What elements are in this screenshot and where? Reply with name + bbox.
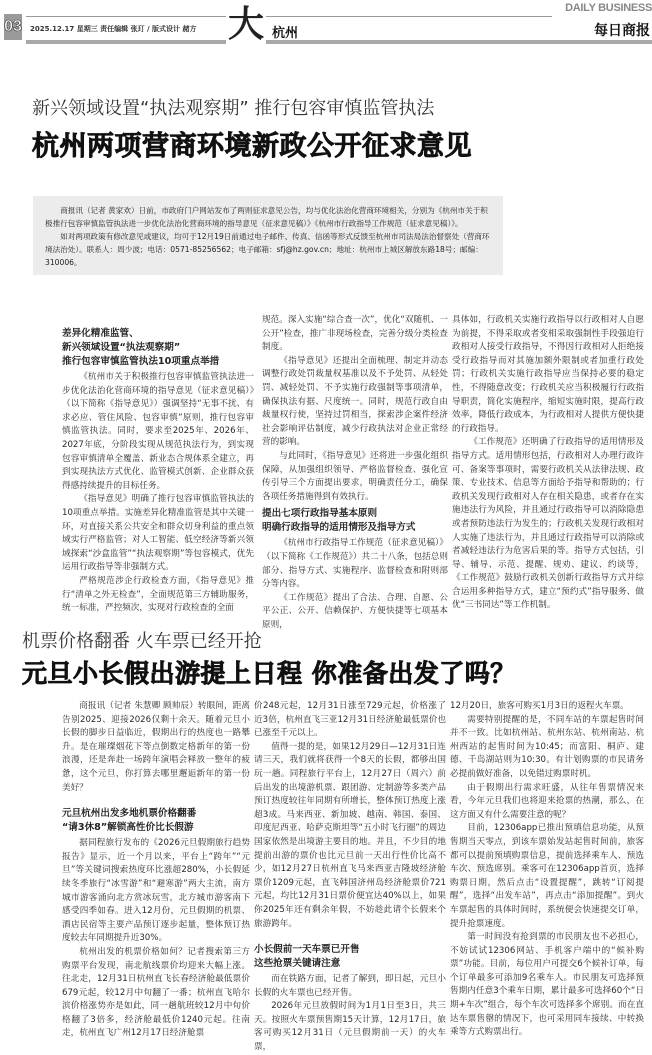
brand-english: DAILY BUSINESS — [565, 2, 652, 14]
paragraph: 《指导意见》还提出全面梳理、制定并动态调整行政处罚裁量权基准以及不予处罚、从轻处罚、减轻处罚、不予实施行政强制等事项清单，确保执法有据、尺度统一。同时，规范行政自由裁量权行使，坚持过罚相当，探索涉企案件经济社会影响评估制度，减少行政执法对企业正常经营的影响。 — [262, 355, 448, 448]
article1-column — [62, 324, 254, 614]
paragraph: 与此同时，《指导意见》还将进一步强化组织保障，从加强组织领导、严格监督检查、强化宣传引导三个方面提出要求，明确责任分工，确保各项任务措施得到有效执行。 — [262, 450, 448, 502]
lead-paragraph: 如对两项政策有修改意见或建议，均可于12月19日前通过电子邮件、传真、信函等形式反馈至杭州市司法局法治督察处（营商环境法治处）。联系人：周少波；电话：0571-85256562；电子邮箱：sfj@hz.gov.cn；地址：杭州市上城区解放东路18号；邮编：310006。 — [45, 232, 490, 267]
section-name: 杭州 — [272, 26, 299, 41]
paragraph: 规范。深入实施“综合查一次”，优化“双随机、一公开”检查，推广非现场检查，完善分级分类检查制度。 — [262, 315, 448, 353]
paragraph: 第一时间没有抢到票的市民朋友也不必担心，不妨试试12306网站、手机客户端中的“候补购票”功能。目前，每位用户可提交6个候补订单，每个订单最多可添加9名乘车人。市民朋友可选择预售期内任意3个乘车日期，累计最多可选择60个“日期+车次”组合，每个车次可选择多个席别。而在直达车票售罄的情况下，也可采用同车接续、中转换乘等方式购票出行。 — [450, 932, 644, 1038]
subheading: 小长假前一天车票已开售 这些抢票关键请注意 — [254, 944, 360, 970]
lead-paragraph: 商报讯（记者 黄家欢）日前，市政府门户网站发布了两则征求意见公告，均与优化法治化营商环境相关，分别为《杭州市关于积极推行包容审慎监管执法进一步优化法治化营商环境的指导意见（征求意见稿）》《杭州市行政指导工作规范（征求意见稿）》。 — [45, 206, 488, 228]
article2-column — [254, 700, 446, 1053]
paragraph: 杭州出发的机票价格如何？记者搜索第三方购票平台发现，南北航线票价均迎来大幅上涨。往北走，12月31日杭州直飞长春经济舱最低票价679元起，较12月中旬翻了一番；杭州直飞哈尔滨价格涨势亦是如此，同一趟航班较12月中旬价格翻了3倍多，经济舱最低价1240元起。往南走，杭州直飞广州12月17日经济舱票 — [62, 946, 250, 1039]
section-logo-char: 大 — [228, 3, 265, 45]
subheading: 提出七项行政指导基本原则 明确行政指导的适用情形及指导方式 — [262, 508, 416, 534]
article2-column — [62, 700, 250, 1039]
paragraph: 2026年元旦放假时间为1月1日至3日，共三天。按照火车票预售期15天计算，12月17日，旅客可购买12月31日（元旦假期前一天）的火车票， — [254, 1001, 446, 1053]
subheading: 差异化精准监管、 新兴领域设置“执法观察期” 推行包容审慎监管执法10项重点举措 — [62, 328, 220, 367]
article2-deck: 机票价格翻番 火车票已经开抢 — [22, 631, 262, 652]
article2-column — [450, 700, 644, 1038]
article1-lead-box — [33, 196, 503, 275]
paragraph: 价248元起，12月31日涨至729元起，价格涨了近3倍，杭州直飞三亚12月31日经济舱最低票价也已涨至千元以上。 — [254, 701, 446, 739]
article1-column — [262, 314, 448, 630]
header-rule — [26, 16, 226, 17]
paragraph: 严格规范涉企行政检查方面，《指导意见》推行“清单之外无检查”，全面规范第三方辅助服务，统一标准，严控频次，实现对行政检查的全面 — [62, 575, 254, 614]
header-bar — [266, 40, 652, 44]
brand-chinese: 每日商报 — [594, 23, 650, 39]
paragraph: 而在铁路方面，记者了解到，即日起，元旦小长假的火车票也已经开售。 — [254, 974, 446, 998]
paragraph: 《杭州市关于积极推行包容审慎监管执法进一步优化法治化营商环境的指导意见（征求意见稿）》（以下简称《指导意见》）强调坚持“无事不扰、有求必应、管住风险、包容审慎”原则，推行包容审慎监管执法。同时，要求至2025年、2026年、2027年底，分阶段实现从规范执法行为，到实现包容审慎清单全覆盖、新业态合规体系全建立，再到实现执法方式优化、监管模式创新、企业群众获得感持续提升的目标任务。 — [62, 372, 254, 491]
article1-deck: 新兴领域设置“执法观察期” 推行包容审慎监管执法 — [32, 98, 435, 119]
article2-title: 元旦小长假出游提上日程 你准备出发了吗？ — [22, 659, 516, 688]
paragraph: 《指导意见》明确了推行包容审慎监管执法的10项重点举措。实施差异化精准监管是其中关键一环，对直接关系公共安全和群众切身利益的重点领域实行严格监管；对人工智能、低空经济等新兴领域探索“沙盒监管”“执法观察期”等包容模式，优先运用行政指导等非强制方式。 — [62, 494, 254, 573]
paragraph: 《杭州市行政指导工作规范（征求意见稿）》（以下简称《工作规范》）共二十八条，包括总则部分、指导方式、实施程序、监督检查和附则部分等内容。 — [262, 538, 448, 590]
paragraph: 商报讯（记者 朱慧卿 顾帅辰）转眼间，距离告别2025、迎接2026仅剩十余天。随着元旦小长假的脚步日益临近，假期出行的热度也一路攀升。是在璀璨烟花下等点倒数定格新年的第一份浪漫，还是奔赴一场跨年演唱会释放一整年的疲惫，这个元旦，你打算去哪里邂逅新年的第一份美好？ — [62, 701, 250, 793]
header-rule — [266, 16, 552, 17]
paragraph: 值得一提的是，如果12月29日—12月31日连请三天，我们就将获得一个8天的长假，都够出国玩一趟。同程旅行平台上，12月27日（周六）前后出发的出境游机票、跟团游、定制游等多类产品预订热度较往年同期有所增长，整体预订热度上涨超3成。马来西亚、新加坡、越南、韩国、泰国、印度尼西亚、哈萨克斯坦等“五小时飞行圈”的周边国家依然是出境游主要目的地。并且，不少目的地提前出游的票价也比元旦前一天出行性价比高不少，如12月27日杭州直飞马来西亚吉隆坡经济舱票价1209元起，直飞韩国济州岛经济舱票价721元起，均比12月31日票价便宜达40%以上，如果你2025年还有剩余年假，不妨趁此请个长假来个旅游跨年。 — [254, 741, 446, 929]
paragraph: 《工作规范》还明确了行政指导的适用情形及指导方式。适用情形包括，行政相对人办理行政许可、备案等事项时，需要行政机关从法律法规、政策、专业技术、信息等方面给予指导和帮助的；行政机关发现行政相对人存在相关隐患，或者存在实施违法行为风险，并且通过行政指导可以消除隐患或者预防违法行为发生的；行政机关发现行政相对人实施了违法行为，并且通过行政指导可以消除或者减轻违法行为危害后果的等。指导方式包括，引导、辅导、示范、提醒、规劝、建议、约谈等，《工作规范》鼓励行政机关创新行政指导方式并综合运用多种指导方式，建立“预约式”指导服务、做优“三书同达”等工作机制。 — [452, 437, 644, 611]
paragraph: 据同程旅行发布的《2026元旦假期旅行趋势报告》显示，近一个月以来，平台上“跨年”“元旦”等关键词搜索热度环比涨超280%，小长假延续冬季旅行“冰雪游”和“避寒游”两大主流，南方城市游客涌向北方赏冰玩雪，北方城市游客南下感受四季如春。进入12月份，元旦假期的机票、酒店民宿等主要产品预订逐步起量，整体预订热度较去年同期提升近30%。 — [62, 838, 250, 944]
paragraph: 目前，12306app已推出预填信息功能，从预售期当天零点，到该车票始发站起售时间前，旅客都可以提前预填购票信息，提前选择乘车人、预选车次、预选席别。乘客可在12306app首页，选择购票日期，然后点击“设置提醒”，跳转“订阅提醒”，选择“出发车站”，再点击“添加提醒”。到火车票起售的具体时间时，系统便会快速提交订单，提升抢票速度。 — [450, 823, 644, 929]
subheading: 元旦杭州出发多地机票价格翻番 “请3休8”解锁高性价比长假游 — [62, 808, 197, 834]
article1-title: 杭州两项营商环境新政公开征求意见 — [32, 131, 472, 162]
paragraph: 12月20日，旅客可购买1月3日的返程火车票。 — [450, 701, 629, 711]
paragraph: 由于假期出行需求旺盛，从往年售票情况来看，今年元旦我们也将迎来抢票的热潮，那么，在这方面又有什么需要注意的呢？ — [450, 782, 644, 820]
paragraph: 需要特别提醒的是，不同车站的车票起售时间并不一致。比如杭州站、杭州东站、杭州南站、杭州西站的起售时间为10:45；而富阳、桐庐、建德、千岛湖站则为10:30。有计划购票的市民请务必提前做好准备，以免错过购票时机。 — [450, 714, 644, 779]
header-bar — [26, 40, 226, 44]
paragraph: 《工作规范》提出了合法、合理、自愿、公平公正、公开、信赖保护、方便快捷等七项基本原则， — [262, 592, 448, 630]
paragraph: 具体如，行政机关实施行政指导以行政相对人自愿为前提，不得采取或者变相采取强制性手段强迫行政相对人接受行政指导，不得因行政相对人拒绝接受行政指导而对其施加额外限制或者加重行政处罚；行政机关实施行政指导应当保持必要的稳定性，不得随意改变；行政机关应当积极履行行政指导职责，简化实施程序，缩短实施时限，提高行政效率，降低行政成本，为行政相对人提供方便快捷的行政指导。 — [452, 315, 644, 434]
dateline: 2025.12.17 星期三 责任编辑 张玎 / 版式设计 赭方 — [30, 25, 197, 33]
page-number: 03 — [4, 14, 22, 40]
article1-column — [452, 314, 644, 611]
